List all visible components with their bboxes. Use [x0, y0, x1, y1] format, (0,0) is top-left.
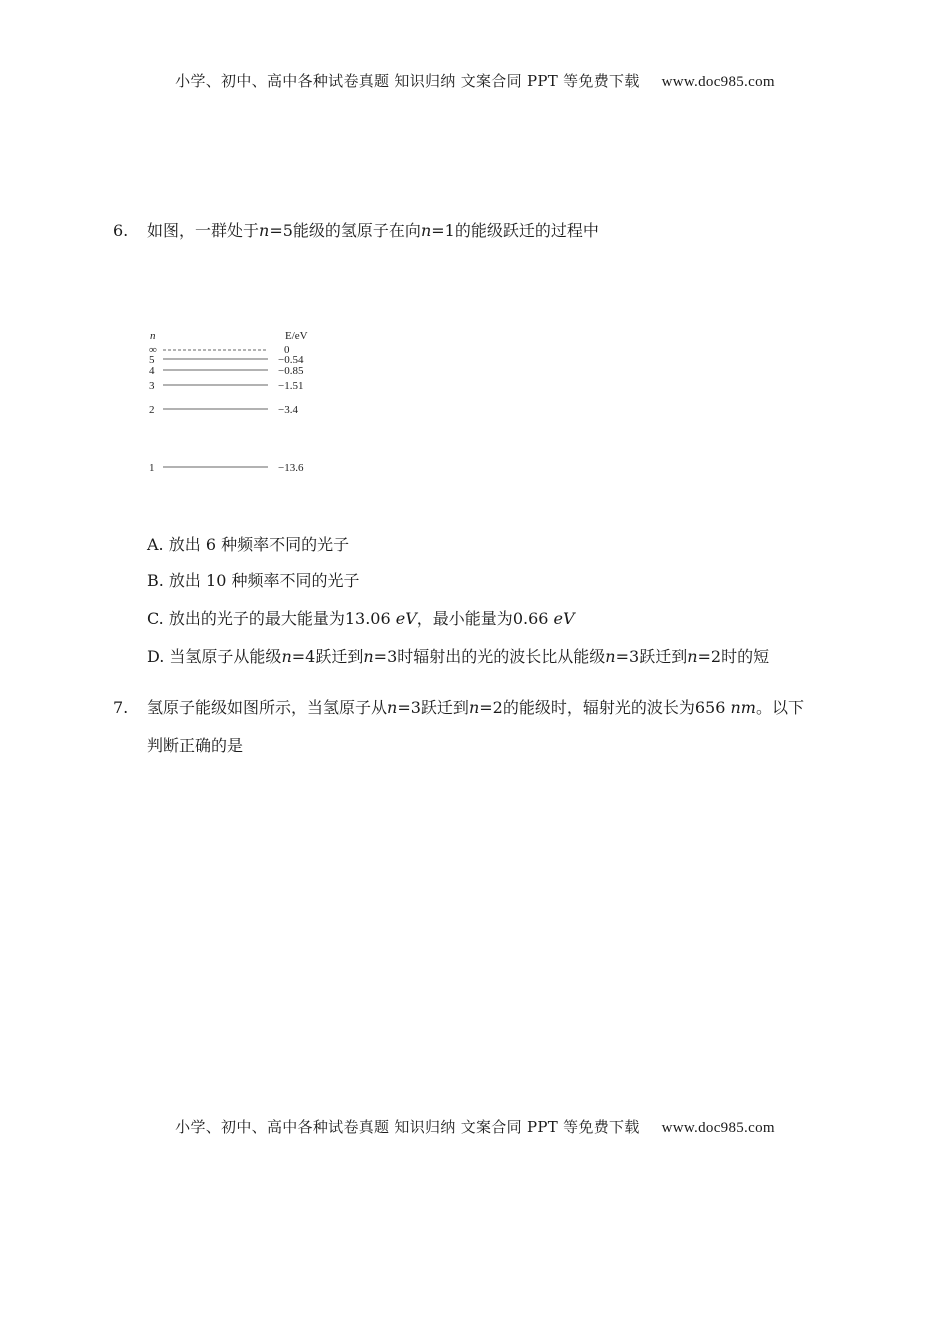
math-eq: =2	[479, 698, 503, 717]
option-d[interactable]	[147, 647, 769, 667]
question-6-stem	[147, 221, 599, 241]
option-a[interactable]: A. 放出 6 种频率不同的光子	[147, 535, 350, 554]
level-n-inf: ∞	[149, 344, 157, 356]
option-text: 时辐射出的光的波长比从能级	[397, 647, 606, 666]
stem-text: 的能级时，辐射光的波长为	[502, 698, 695, 717]
stem-text: 。以下	[755, 698, 804, 717]
math-eq: =2	[697, 647, 722, 666]
math-value: 13.06	[344, 609, 391, 628]
stem-text: 氢原子能级如图所示，当氢原子从	[147, 698, 388, 717]
math-n: n	[420, 221, 432, 240]
option-text: C. 放出的光子的最大能量为	[147, 609, 345, 628]
level-e-4: −0.85	[278, 365, 304, 377]
math-unit: nm	[730, 698, 756, 717]
math-value: 0.66	[512, 609, 549, 628]
math-eq: =3	[373, 647, 398, 666]
level-e-1: −13.6	[278, 462, 304, 474]
question-7-line-2: 判断正确的是	[147, 736, 244, 755]
math-eq: =5	[269, 221, 293, 240]
level-e-3: −1.51	[278, 380, 304, 392]
energy-level-diagram	[140, 322, 340, 487]
stem-text: 如图，一群处于	[147, 221, 260, 240]
level-n-4: 4	[149, 365, 155, 377]
level-e-2: −3.4	[278, 404, 298, 416]
page-header	[0, 70, 950, 91]
stem-text: 能级的氢原子在向	[292, 221, 421, 240]
question-7-line-1	[147, 698, 804, 718]
option-text: ，最小能量为	[416, 609, 513, 628]
header-url[interactable]: www.doc985.com	[661, 74, 775, 90]
footer-text: 小学、初中、高中各种试卷真题 知识归纳 文案合同 PPT 等免费下载	[175, 1118, 640, 1136]
option-b[interactable]: B. 放出 10 种频率不同的光子	[147, 571, 360, 590]
level-n-3: 3	[149, 380, 155, 392]
math-value: 656	[694, 698, 726, 717]
page-footer	[0, 1116, 950, 1137]
level-n-2: 2	[149, 404, 155, 416]
footer-url[interactable]: www.doc985.com	[661, 1120, 775, 1136]
stem-text: 跃迁到	[420, 698, 469, 717]
math-n: n	[281, 647, 292, 666]
option-text: 跃迁到	[639, 647, 688, 666]
diagram-n-label: n	[150, 330, 156, 342]
math-n: n	[687, 647, 698, 666]
math-n: n	[605, 647, 616, 666]
stem-text: 的能级跃迁的过程中	[454, 221, 599, 240]
math-eq: =3	[615, 647, 640, 666]
option-text: 时的短	[721, 647, 770, 666]
option-text: 跃迁到	[315, 647, 364, 666]
math-n: n	[363, 647, 374, 666]
math-n: n	[259, 221, 270, 240]
math-unit: eV	[395, 609, 417, 628]
math-n: n	[387, 698, 398, 717]
level-n-5: 5	[149, 354, 155, 366]
level-e-5: −0.54	[278, 354, 304, 366]
question-6-number: 6.	[113, 221, 129, 240]
math-eq: =4	[291, 647, 316, 666]
level-e-inf: 0	[284, 344, 290, 356]
level-n-1: 1	[149, 462, 155, 474]
header-text: 小学、初中、高中各种试卷真题 知识归纳 文案合同 PPT 等免费下载	[175, 72, 640, 90]
option-c[interactable]	[147, 609, 575, 629]
math-n: n	[468, 698, 480, 717]
question-7-number: 7.	[113, 698, 129, 717]
math-eq: =1	[431, 221, 455, 240]
option-text: D. 当氢原子从能级	[147, 647, 282, 666]
math-unit: eV	[553, 609, 575, 628]
math-eq: =3	[397, 698, 421, 717]
diagram-e-label: E/eV	[285, 330, 308, 342]
